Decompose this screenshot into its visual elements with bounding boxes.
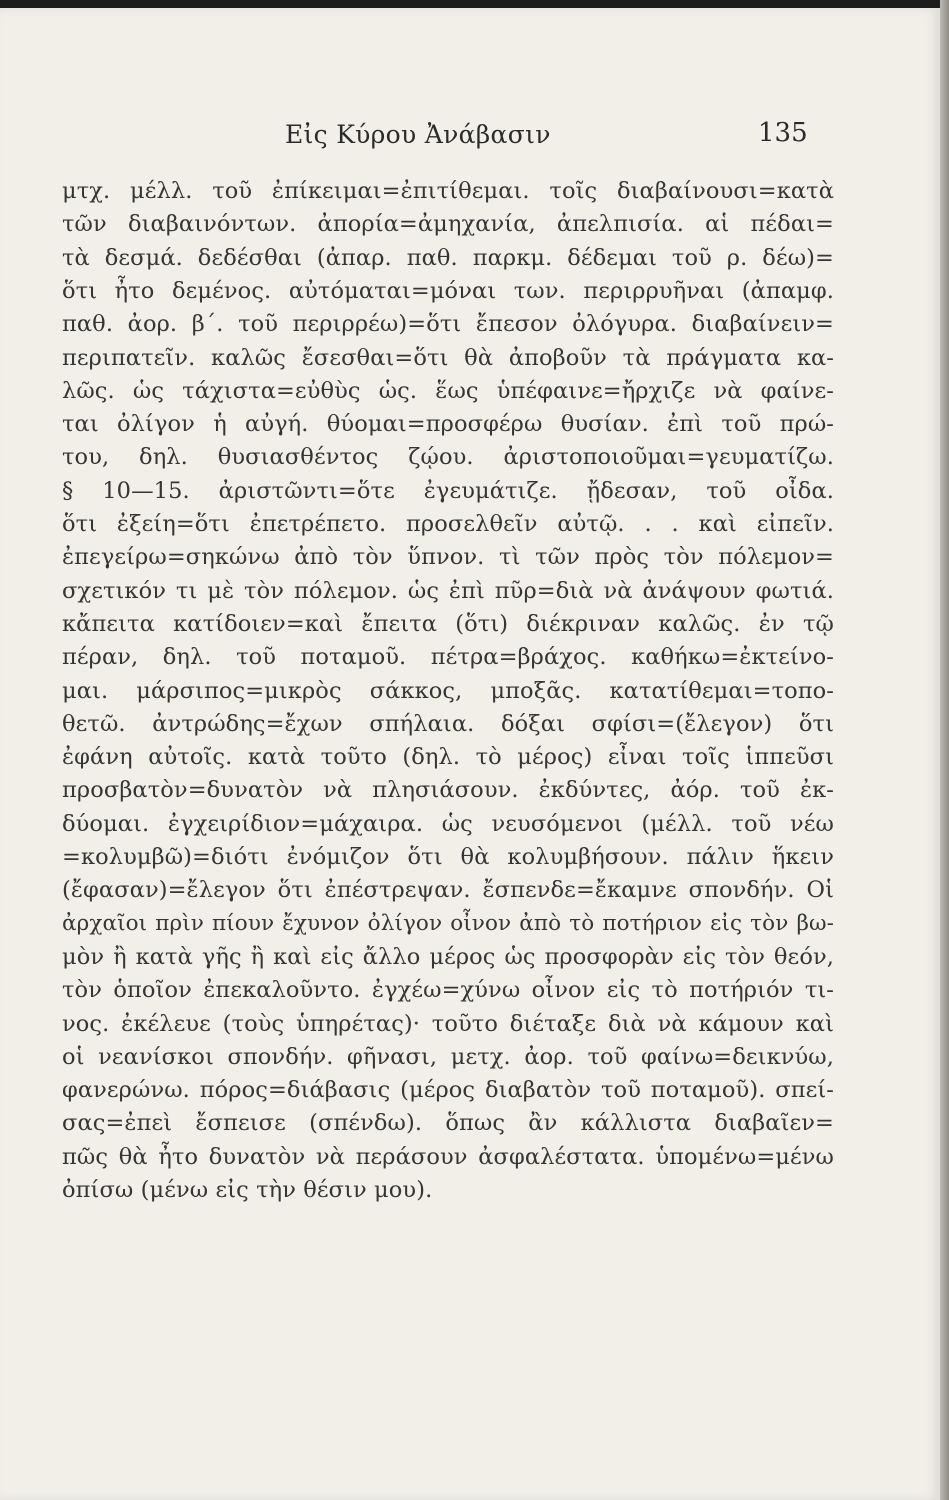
text-line: ἀρχαῖοι πρὶν πίουν ἔχυνον ὀλίγον οἶνον ἀπὸ τὸ ποτήριον εἰς τὸν βω-	[62, 910, 834, 936]
text-line: μτχ. μέλλ. τοῦ ἐπίκειμαι=ἐπιτίθεμαι. τοῖς διαβαίνουσι=κατὰ	[62, 178, 834, 204]
text-line-last: ὀπίσω (μένω εἰς τὴν θέσιν μου).	[62, 1177, 433, 1203]
text-line: ὅτι ἦτο δεμένος. αὐτόμαται=μόναι των. περιρρυῆναι (ἀπαμφ.	[62, 277, 834, 304]
text-line: (ἔφασαν)=ἔλεγον ὅτι ἐπέστρεψαν. ἔσπενδε=ἔκαμνε σπονδήν. Οἱ	[62, 877, 834, 904]
text-line: μαι. μάρσιπος=μικρὸς σάκκος, μποξᾶς. κατατίθεμαι=τοπο-	[62, 677, 834, 704]
text-line: πέραν, δηλ. τοῦ ποταμοῦ. πέτρα=βράχος. καθήκω=ἐκτείνο-	[62, 644, 834, 671]
scan-right-edge	[940, 0, 949, 1500]
text-line: παθ. ἀορ. β΄. τοῦ περιρρέω)=ὅτι ἔπεσον ὀλόγυρα. διαβαίνειν=	[62, 311, 834, 338]
text-line: προσβατὸν=δυνατὸν νὰ πλησιάσουν. ἐκδύντες, ἀόρ. τοῦ ἐκ-	[62, 777, 834, 804]
text-line: πῶς θὰ ἦτο δυνατὸν νὰ περάσουν ἀσφαλέστατα. ὑπομένω=μένω	[62, 1143, 834, 1170]
page-header	[0, 118, 940, 158]
text-line: σας=ἐπεὶ ἔσπεισε (σπένδω). ὅπως ἂν κάλλιστα διαβαῖεν=	[62, 1110, 834, 1137]
text-line: κἄπειτα κατίδοιεν=καὶ ἔπειτα (ὅτι) διέκριναν καλῶς. ἐν τῷ	[62, 610, 834, 637]
scan-top-border	[0, 0, 949, 8]
text-line: ἐπεγείρω=σηκώνω ἀπὸ τὸν ὕπνον. τὶ τῶν πρὸς τὸν πόλεμον=	[62, 544, 834, 571]
text-line: τὸν ὁποῖον ἐπεκαλοῦντο. ἐγχέω=χύνω οἶνον εἰς τὸ ποτήριόν τι-	[62, 977, 834, 1004]
text-line: σχετικόν τι μὲ τὸν πόλεμον. ὡς ἐπὶ πῦρ=διὰ νὰ ἀνάψουν φωτιά.	[62, 577, 834, 604]
text-line: οἱ νεανίσκοι σπονδήν. φῆνασι, μετχ. ἀορ. τοῦ φαίνω=δεικνύω,	[62, 1043, 834, 1070]
section-heading-line: § 10—15. ἀριστῶντι=ὅτε ἐγευμάτιζε. ᾔδεσαν, τοῦ οἶδα.	[62, 477, 834, 504]
text-line: φανερώνω. πόρος=διάβασις (μέρος διαβατὸν τοῦ ποταμοῦ). σπεί-	[62, 1077, 834, 1104]
text-line: λῶς. ὡς τάχιστα=εὐθὺς ὡς. ἕως ὑπέφαινε=ἤρχιζε νὰ φαίνε-	[62, 377, 834, 404]
text-line: δύομαι. ἐγχειρίδιον=μάχαιρα. ὡς νευσόμενοι (μέλλ. τοῦ νέω	[62, 810, 834, 837]
book-page	[0, 8, 940, 1500]
text-line: περιπατεῖν. καλῶς ἔσεσθαι=ὅτι θὰ ἀποβοῦν τὰ πράγματα κα-	[62, 344, 834, 371]
text-line: τῶν διαβαινόντων. ἀπορία=ἀμηχανία, ἀπελπισία. αἱ πέδαι=	[62, 211, 834, 238]
text-line: ται ὀλίγον ἡ αὐγή. θύομαι=προσφέρω θυσίαν. ἐπὶ τοῦ πρώ-	[62, 411, 834, 438]
text-line: μὸν ἢ κατὰ γῆς ἢ καὶ εἰς ἄλλο μέρος ὡς προσφορὰν εἰς τὸν θεόν,	[62, 943, 834, 970]
text-line: ἐφάνη αὐτοῖς. κατὰ τοῦτο (δηλ. τὸ μέρος) εἶναι τοῖς ἱππεῦσι	[62, 744, 834, 771]
running-title: Εἰς Κύρου Ἀνάβασιν	[285, 120, 551, 149]
text-line: νος. ἐκέλευε (τοὺς ὑπηρέτας)· τοῦτο διέταξε διὰ νὰ κάμουν καὶ	[62, 1010, 834, 1037]
text-line: του, δηλ. θυσιασθέντος ζῴου. ἀριστοποιοῦμαι=γευματίζω.	[62, 444, 834, 471]
text-line: θετῶ. ἀντρώδης=ἔχων σπήλαια. δόξαι σφίσι=(ἔλεγον) ὅτι	[62, 710, 834, 737]
text-line: =κολυμβῶ)=διότι ἐνόμιζον ὅτι θὰ κολυμβήσουν. πάλιν ἥκειν	[62, 844, 834, 870]
text-line: τὰ δεσμά. δεδέσθαι (ἀπαρ. παθ. παρκμ. δέδεμαι τοῦ ρ. δέω)=	[62, 244, 834, 271]
page-number: 135	[758, 118, 808, 148]
text-line: ὅτι ἐξείη=ὅτι ἐπετρέπετο. προσελθεῖν αὐτῷ. . . καὶ εἰπεῖν.	[62, 511, 834, 537]
